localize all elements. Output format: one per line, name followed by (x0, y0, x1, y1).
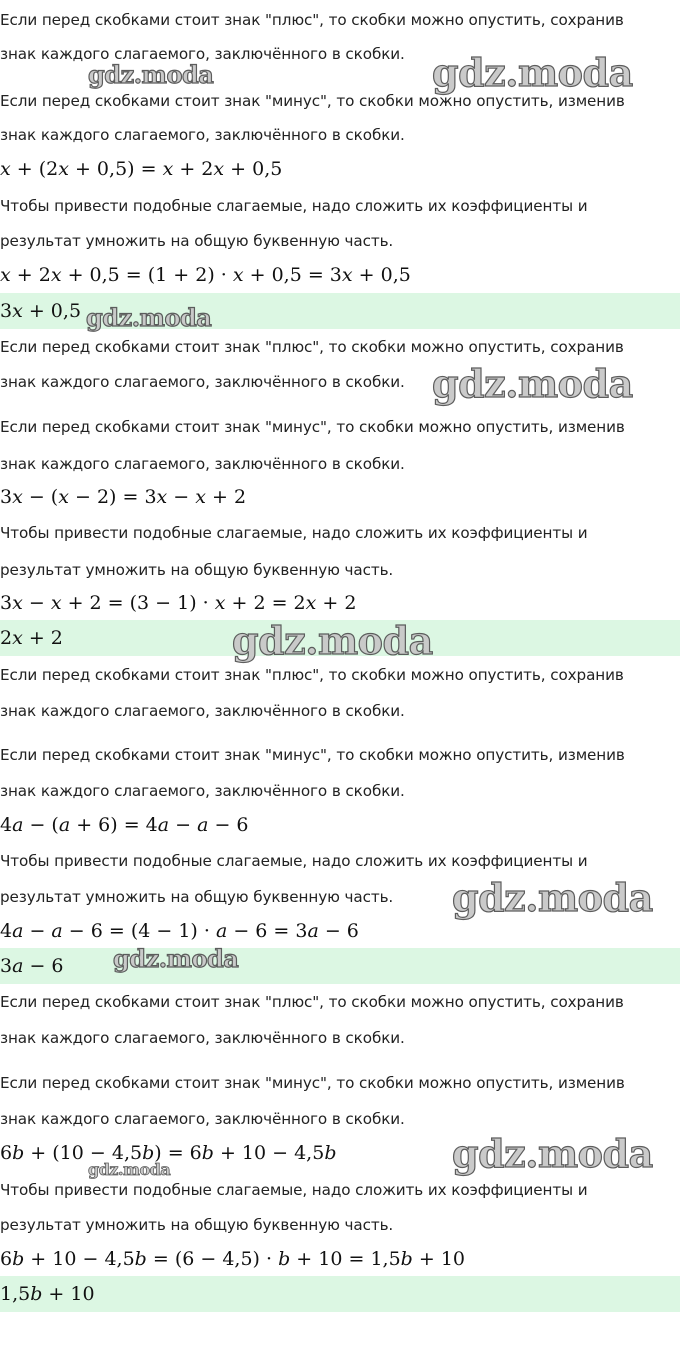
expand-equation: x + (2x + 0,5) = x + 2x + 0,5 (0, 158, 283, 180)
watermark-logo: gdz.moda (452, 875, 653, 920)
combine-equation: 3x − x + 2 = (3 − 1) · x + 2 = 2x + 2 (0, 592, 357, 614)
expand-equation: 6b + (10 − 4,5b) = 6b + 10 − 4,5b (0, 1142, 337, 1164)
expand-equation: 3x − (x − 2) = 3x − x + 2 (0, 486, 247, 508)
rule-like-line1: Чтобы привести подобные слагаемые, надо сложить их коэффициенты и (0, 1181, 588, 1199)
rule-plus-line2: знак каждого слагаемого, заключённого в скобки. (0, 1029, 405, 1047)
rule-minus-line1: Если перед скобками стоит знак "минус", то скобки можно опустить, изменив (0, 1074, 625, 1092)
watermark-logo: gdz.moda (113, 944, 239, 973)
rule-plus-line2: знак каждого слагаемого, заключённого в скобки. (0, 702, 405, 720)
watermark-logo: gdz.moda (452, 1131, 653, 1176)
rule-plus-line2: знак каждого слагаемого, заключённого в скобки. (0, 373, 405, 391)
rule-like-line2: результат умножить на общую буквенную часть. (0, 1216, 394, 1234)
rule-plus-line1: Если перед скобками стоит знак "плюс", то скобки можно опустить, сохранив (0, 11, 624, 29)
combine-equation: x + 2x + 0,5 = (1 + 2) · x + 0,5 = 3x + 0,5 (0, 264, 411, 286)
rule-like-line2: результат умножить на общую буквенную часть. (0, 888, 394, 906)
rule-plus-line1: Если перед скобками стоит знак "плюс", то скобки можно опустить, сохранив (0, 993, 624, 1011)
combine-equation: 6b + 10 − 4,5b = (6 − 4,5) · b + 10 = 1,5b + 10 (0, 1248, 466, 1270)
watermark-logo: gdz.moda (88, 1160, 171, 1179)
answer-value: 2x + 2 (0, 627, 63, 649)
rule-plus-line1: Если перед скобками стоит знак "плюс", то скобки можно опустить, сохранив (0, 666, 624, 684)
expand-equation: 4a − (a + 6) = 4a − a − 6 (0, 814, 249, 836)
watermark-logo: gdz.moda (86, 303, 212, 332)
rule-minus-line2: знак каждого слагаемого, заключённого в скобки. (0, 455, 405, 473)
watermark-logo: gdz.moda (232, 618, 433, 663)
rule-like-line2: результат умножить на общую буквенную часть. (0, 232, 394, 250)
answer-row (0, 944, 680, 984)
rule-like-line1: Чтобы привести подобные слагаемые, надо сложить их коэффициенты и (0, 197, 588, 215)
rule-minus-line2: знак каждого слагаемого, заключённого в скобки. (0, 782, 405, 800)
rule-like-line1: Чтобы привести подобные слагаемые, надо сложить их коэффициенты и (0, 852, 588, 870)
rule-like-line2: результат умножить на общую буквенную часть. (0, 561, 394, 579)
rule-minus-line1: Если перед скобками стоит знак "минус", то скобки можно опустить, изменив (0, 92, 625, 110)
rule-plus-line1: Если перед скобками стоит знак "плюс", то скобки можно опустить, сохранив (0, 338, 624, 356)
rule-minus-line2: знак каждого слагаемого, заключённого в скобки. (0, 1110, 405, 1128)
combine-equation: 4a − a − 6 = (4 − 1) · a − 6 = 3a − 6 (0, 920, 359, 942)
rule-minus-line1: Если перед скобками стоит знак "минус", то скобки можно опустить, изменив (0, 418, 625, 436)
rule-like-line1: Чтобы привести подобные слагаемые, надо сложить их коэффициенты и (0, 524, 588, 542)
answer-value: 3x + 0,5 (0, 300, 82, 322)
watermark-logo: gdz.moda (432, 361, 633, 406)
rule-plus-line2: знак каждого слагаемого, заключённого в скобки. (0, 45, 405, 63)
answer-value: 1,5b + 10 (0, 1283, 95, 1305)
watermark-logo: gdz.moda (432, 50, 633, 95)
answer-row (0, 1276, 680, 1312)
answer-value: 3a − 6 (0, 955, 64, 977)
rule-minus-line1: Если перед скобками стоит знак "минус", то скобки можно опустить, изменив (0, 746, 625, 764)
watermark-logo: gdz.moda (88, 60, 214, 89)
rule-minus-line2: знак каждого слагаемого, заключённого в скобки. (0, 126, 405, 144)
